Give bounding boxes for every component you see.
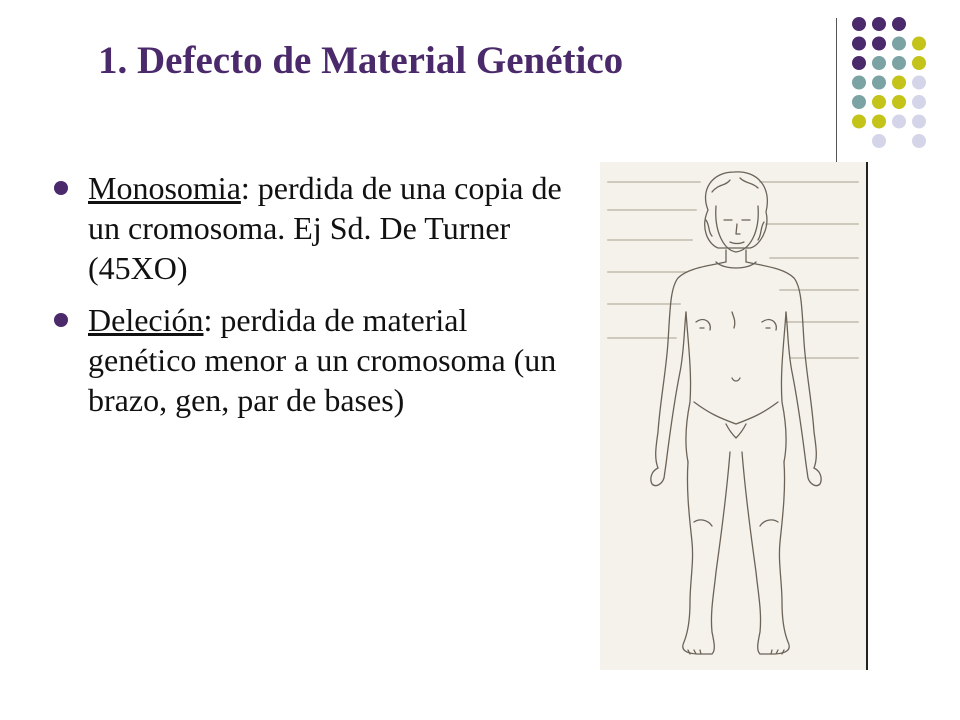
slide-title: 1. Defecto de Material Genético <box>98 39 624 82</box>
vertical-divider <box>836 18 837 162</box>
decorative-dot <box>852 56 866 70</box>
decorative-dot <box>912 95 926 109</box>
decorative-dot <box>892 95 906 109</box>
bullet-list <box>48 168 568 432</box>
decorative-dot <box>912 37 926 51</box>
decorative-dot <box>872 17 886 31</box>
definition-delecion: : perdida de material genético menor a un cromosoma (un brazo, gen, par de bases) <box>88 302 557 418</box>
decorative-dot <box>892 37 906 51</box>
decorative-dot <box>892 56 906 70</box>
decorative-dot <box>872 56 886 70</box>
decorative-dot <box>912 115 926 129</box>
decorative-dot <box>872 134 886 148</box>
decorative-dot <box>912 76 926 90</box>
decorative-dot <box>892 115 906 129</box>
bullet-dot-icon <box>54 181 68 195</box>
decorative-dot <box>852 17 866 31</box>
decorative-dot <box>852 95 866 109</box>
decorative-dot <box>852 115 866 129</box>
decorative-dot <box>912 56 926 70</box>
definition-monosomia: : perdida de una copia de un cromosoma. Ej Sd. De Turner (45XO) <box>88 170 562 286</box>
turner-syndrome-illustration <box>600 162 868 670</box>
decorative-dot <box>872 115 886 129</box>
decorative-dot <box>872 95 886 109</box>
bullet-monosomia <box>48 168 568 288</box>
decorative-dot <box>852 37 866 51</box>
decorative-dot-grid-icon <box>850 16 930 156</box>
term-monosomia: Monosomia <box>88 170 241 206</box>
human-figure-icon <box>600 162 868 670</box>
dot-grid <box>852 17 926 148</box>
decorative-dot <box>852 76 866 90</box>
figure-edge-line <box>866 162 868 670</box>
bullet-delecion <box>48 300 568 420</box>
decorative-dot <box>892 76 906 90</box>
decorative-dot <box>872 37 886 51</box>
decorative-dot <box>872 76 886 90</box>
term-delecion: Deleción <box>88 302 204 338</box>
decorative-dot <box>912 134 926 148</box>
bullet-dot-icon <box>54 313 68 327</box>
decorative-dot <box>892 17 906 31</box>
